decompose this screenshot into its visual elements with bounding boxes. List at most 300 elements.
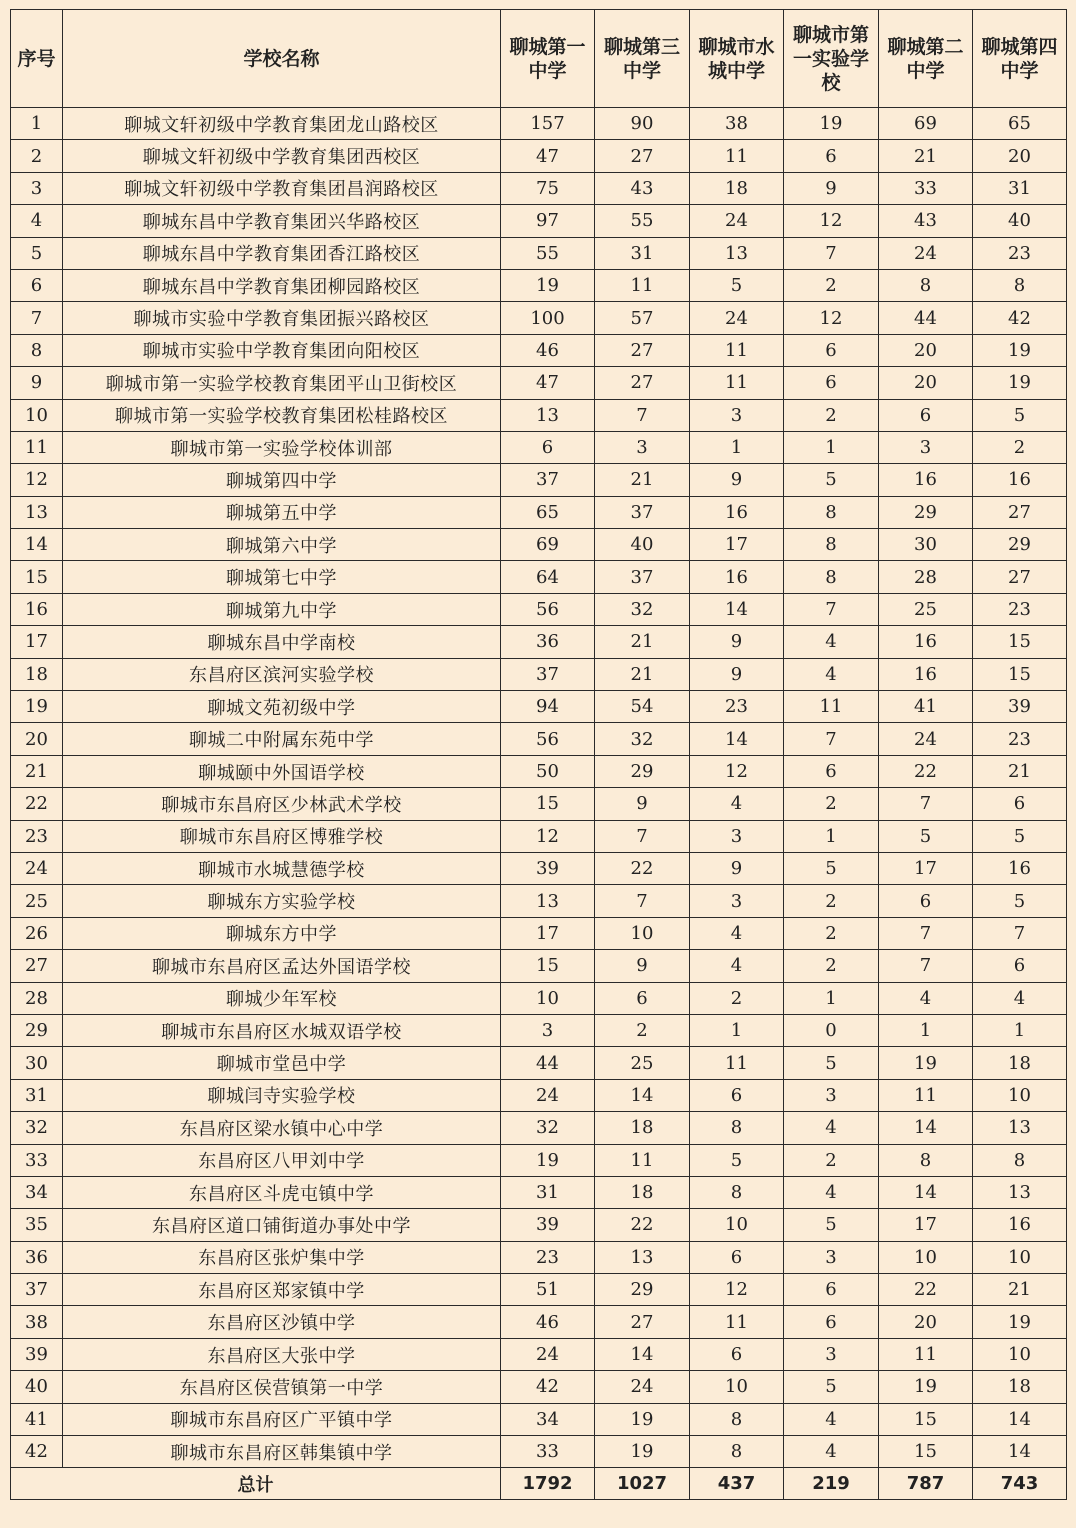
row-value-col-5: 29 (879, 496, 973, 528)
row-value-col-3: 11 (690, 1306, 784, 1338)
table-row (11, 1079, 1067, 1111)
row-value-col-6: 14 (973, 1436, 1067, 1468)
row-index: 26 (11, 917, 63, 949)
row-value-col-1: 37 (501, 464, 595, 496)
row-value-col-6: 16 (973, 464, 1067, 496)
row-value-col-6: 8 (973, 1144, 1067, 1176)
row-index: 21 (11, 755, 63, 787)
table-row (11, 691, 1067, 723)
row-value-col-1: 23 (501, 1241, 595, 1273)
row-value-col-6: 31 (973, 172, 1067, 204)
row-value-col-2: 27 (595, 140, 690, 172)
row-value-col-1: 94 (501, 691, 595, 723)
row-value-col-3: 8 (690, 1112, 784, 1144)
table-row (11, 561, 1067, 593)
row-value-col-1: 65 (501, 496, 595, 528)
row-value-col-3: 1 (690, 1014, 784, 1046)
row-index: 14 (11, 529, 63, 561)
row-value-col-2: 27 (595, 334, 690, 366)
row-value-col-2: 31 (595, 237, 690, 269)
row-value-col-3: 2 (690, 982, 784, 1014)
row-value-col-3: 24 (690, 302, 784, 334)
row-value-col-3: 18 (690, 172, 784, 204)
row-index: 36 (11, 1241, 63, 1273)
table-body (11, 108, 1067, 1468)
row-value-col-2: 18 (595, 1176, 690, 1208)
row-value-col-4: 2 (784, 399, 879, 431)
row-value-col-6: 19 (973, 367, 1067, 399)
row-value-col-1: 13 (501, 885, 595, 917)
table-row (11, 334, 1067, 366)
row-value-col-1: 44 (501, 1047, 595, 1079)
row-value-col-1: 19 (501, 269, 595, 301)
row-index: 34 (11, 1176, 63, 1208)
row-value-col-3: 3 (690, 820, 784, 852)
row-value-col-2: 32 (595, 723, 690, 755)
table-row (11, 108, 1067, 140)
row-index: 17 (11, 626, 63, 658)
row-value-col-5: 3 (879, 431, 973, 463)
row-value-col-4: 4 (784, 1112, 879, 1144)
row-school-name: 聊城第五中学 (63, 496, 501, 528)
row-school-name: 聊城东方实验学校 (63, 885, 501, 917)
row-value-col-6: 29 (973, 529, 1067, 561)
row-value-col-6: 16 (973, 1209, 1067, 1241)
row-value-col-3: 11 (690, 367, 784, 399)
row-value-col-3: 16 (690, 561, 784, 593)
row-value-col-2: 14 (595, 1079, 690, 1111)
row-index: 24 (11, 852, 63, 884)
row-school-name: 东昌府区斗虎屯镇中学 (63, 1176, 501, 1208)
row-value-col-4: 5 (784, 1209, 879, 1241)
row-value-col-6: 5 (973, 820, 1067, 852)
table-row (11, 1144, 1067, 1176)
row-index: 41 (11, 1403, 63, 1435)
row-school-name: 聊城市第一实验学校教育集团平山卫街校区 (63, 367, 501, 399)
row-value-col-4: 6 (784, 1274, 879, 1306)
row-school-name: 聊城东昌中学南校 (63, 626, 501, 658)
row-school-name: 聊城市实验中学教育集团振兴路校区 (63, 302, 501, 334)
row-value-col-6: 42 (973, 302, 1067, 334)
row-value-col-5: 16 (879, 658, 973, 690)
row-school-name: 聊城颐中外国语学校 (63, 755, 501, 787)
row-value-col-2: 3 (595, 431, 690, 463)
total-col-3: 437 (690, 1468, 784, 1500)
row-school-name: 东昌府区张炉集中学 (63, 1241, 501, 1273)
row-value-col-2: 22 (595, 1209, 690, 1241)
table-row (11, 1274, 1067, 1306)
row-value-col-1: 47 (501, 367, 595, 399)
row-value-col-2: 27 (595, 1306, 690, 1338)
row-value-col-5: 22 (879, 1274, 973, 1306)
row-value-col-5: 15 (879, 1436, 973, 1468)
row-school-name: 聊城市东昌府区水城双语学校 (63, 1014, 501, 1046)
row-index: 20 (11, 723, 63, 755)
table-row (11, 1209, 1067, 1241)
row-value-col-1: 50 (501, 755, 595, 787)
row-value-col-3: 13 (690, 237, 784, 269)
quota-table (10, 9, 1067, 1500)
row-school-name: 聊城东昌中学教育集团兴华路校区 (63, 205, 501, 237)
row-value-col-5: 21 (879, 140, 973, 172)
row-value-col-2: 7 (595, 820, 690, 852)
row-value-col-3: 12 (690, 755, 784, 787)
row-value-col-4: 2 (784, 269, 879, 301)
row-value-col-6: 16 (973, 852, 1067, 884)
total-col-2: 1027 (595, 1468, 690, 1500)
row-value-col-1: 100 (501, 302, 595, 334)
row-index: 16 (11, 593, 63, 625)
row-value-col-2: 27 (595, 367, 690, 399)
row-school-name: 聊城市水城慧德学校 (63, 852, 501, 884)
row-value-col-5: 33 (879, 172, 973, 204)
row-school-name: 聊城文轩初级中学教育集团西校区 (63, 140, 501, 172)
row-value-col-1: 46 (501, 1306, 595, 1338)
row-value-col-2: 21 (595, 658, 690, 690)
row-value-col-3: 10 (690, 1371, 784, 1403)
row-value-col-4: 6 (784, 334, 879, 366)
table-row (11, 1436, 1067, 1468)
row-value-col-4: 12 (784, 302, 879, 334)
row-value-col-6: 23 (973, 723, 1067, 755)
row-school-name: 聊城市实验中学教育集团向阳校区 (63, 334, 501, 366)
row-value-col-1: 39 (501, 852, 595, 884)
row-value-col-4: 4 (784, 1176, 879, 1208)
row-value-col-6: 10 (973, 1079, 1067, 1111)
row-value-col-6: 18 (973, 1047, 1067, 1079)
row-value-col-1: 24 (501, 1338, 595, 1370)
table-row (11, 1338, 1067, 1370)
row-value-col-3: 6 (690, 1241, 784, 1273)
row-value-col-4: 2 (784, 885, 879, 917)
row-value-col-2: 25 (595, 1047, 690, 1079)
header-col-2: 聊城第三中学 (595, 10, 690, 108)
row-value-col-1: 51 (501, 1274, 595, 1306)
row-value-col-4: 2 (784, 788, 879, 820)
row-value-col-4: 3 (784, 1241, 879, 1273)
table-row (11, 852, 1067, 884)
row-value-col-2: 55 (595, 205, 690, 237)
row-value-col-4: 5 (784, 464, 879, 496)
row-value-col-3: 8 (690, 1436, 784, 1468)
row-value-col-3: 14 (690, 593, 784, 625)
row-value-col-5: 25 (879, 593, 973, 625)
row-value-col-6: 15 (973, 658, 1067, 690)
row-index: 6 (11, 269, 63, 301)
row-school-name: 聊城第四中学 (63, 464, 501, 496)
row-school-name: 东昌府区郑家镇中学 (63, 1274, 501, 1306)
row-value-col-1: 55 (501, 237, 595, 269)
row-value-col-6: 23 (973, 237, 1067, 269)
table-row (11, 464, 1067, 496)
row-school-name: 东昌府区道口铺街道办事处中学 (63, 1209, 501, 1241)
row-index: 5 (11, 237, 63, 269)
row-value-col-1: 42 (501, 1371, 595, 1403)
row-value-col-4: 6 (784, 367, 879, 399)
row-value-col-4: 4 (784, 626, 879, 658)
row-value-col-1: 32 (501, 1112, 595, 1144)
row-value-col-5: 16 (879, 464, 973, 496)
row-value-col-4: 4 (784, 658, 879, 690)
row-value-col-1: 13 (501, 399, 595, 431)
row-school-name: 聊城文轩初级中学教育集团龙山路校区 (63, 108, 501, 140)
row-value-col-4: 6 (784, 1306, 879, 1338)
row-value-col-3: 6 (690, 1338, 784, 1370)
row-school-name: 聊城第七中学 (63, 561, 501, 593)
row-school-name: 聊城市东昌府区韩集镇中学 (63, 1436, 501, 1468)
table-row (11, 496, 1067, 528)
header-index: 序号 (11, 10, 63, 108)
table-row (11, 140, 1067, 172)
row-value-col-4: 5 (784, 852, 879, 884)
row-index: 1 (11, 108, 63, 140)
row-index: 39 (11, 1338, 63, 1370)
row-value-col-2: 11 (595, 1144, 690, 1176)
row-index: 25 (11, 885, 63, 917)
header-row (11, 10, 1067, 108)
row-value-col-5: 43 (879, 205, 973, 237)
row-value-col-3: 3 (690, 399, 784, 431)
row-value-col-2: 37 (595, 496, 690, 528)
total-col-1: 1792 (501, 1468, 595, 1500)
row-value-col-4: 5 (784, 1371, 879, 1403)
row-index: 11 (11, 431, 63, 463)
row-index: 35 (11, 1209, 63, 1241)
row-value-col-4: 11 (784, 691, 879, 723)
row-value-col-4: 1 (784, 820, 879, 852)
row-value-col-1: 24 (501, 1079, 595, 1111)
row-value-col-1: 56 (501, 723, 595, 755)
table-row (11, 593, 1067, 625)
row-value-col-3: 9 (690, 658, 784, 690)
row-school-name: 聊城文轩初级中学教育集团昌润路校区 (63, 172, 501, 204)
row-school-name: 东昌府区大张中学 (63, 1338, 501, 1370)
row-value-col-4: 0 (784, 1014, 879, 1046)
table-row (11, 172, 1067, 204)
row-value-col-3: 4 (690, 788, 784, 820)
row-value-col-5: 1 (879, 1014, 973, 1046)
row-value-col-3: 1 (690, 431, 784, 463)
row-value-col-1: 47 (501, 140, 595, 172)
row-value-col-2: 57 (595, 302, 690, 334)
row-value-col-6: 10 (973, 1338, 1067, 1370)
table-row (11, 788, 1067, 820)
row-value-col-3: 10 (690, 1209, 784, 1241)
row-school-name: 聊城东昌中学教育集团香江路校区 (63, 237, 501, 269)
row-value-col-2: 40 (595, 529, 690, 561)
row-value-col-5: 10 (879, 1241, 973, 1273)
table-row (11, 1047, 1067, 1079)
row-value-col-1: 31 (501, 1176, 595, 1208)
row-value-col-1: 15 (501, 788, 595, 820)
row-value-col-4: 2 (784, 1144, 879, 1176)
row-value-col-6: 23 (973, 593, 1067, 625)
row-value-col-6: 10 (973, 1241, 1067, 1273)
row-value-col-4: 3 (784, 1079, 879, 1111)
row-value-col-4: 6 (784, 755, 879, 787)
row-value-col-3: 11 (690, 1047, 784, 1079)
row-value-col-1: 12 (501, 820, 595, 852)
row-index: 40 (11, 1371, 63, 1403)
table-row (11, 917, 1067, 949)
row-index: 18 (11, 658, 63, 690)
row-index: 33 (11, 1144, 63, 1176)
table-row (11, 658, 1067, 690)
row-value-col-1: 3 (501, 1014, 595, 1046)
row-value-col-1: 36 (501, 626, 595, 658)
row-value-col-2: 37 (595, 561, 690, 593)
header-col-6: 聊城第四中学 (973, 10, 1067, 108)
row-school-name: 聊城市东昌府区博雅学校 (63, 820, 501, 852)
row-value-col-5: 69 (879, 108, 973, 140)
row-value-col-3: 5 (690, 1144, 784, 1176)
row-value-col-5: 7 (879, 917, 973, 949)
table-row (11, 1112, 1067, 1144)
row-value-col-4: 7 (784, 237, 879, 269)
table-row (11, 1176, 1067, 1208)
row-value-col-2: 29 (595, 755, 690, 787)
header-col-3: 聊城市水城中学 (690, 10, 784, 108)
row-value-col-1: 97 (501, 205, 595, 237)
row-index: 19 (11, 691, 63, 723)
row-value-col-5: 17 (879, 1209, 973, 1241)
row-index: 28 (11, 982, 63, 1014)
row-value-col-6: 7 (973, 917, 1067, 949)
row-value-col-5: 20 (879, 367, 973, 399)
row-school-name: 东昌府区沙镇中学 (63, 1306, 501, 1338)
row-value-col-6: 65 (973, 108, 1067, 140)
row-value-col-5: 17 (879, 852, 973, 884)
row-value-col-3: 11 (690, 334, 784, 366)
row-value-col-5: 8 (879, 269, 973, 301)
row-value-col-3: 8 (690, 1176, 784, 1208)
row-value-col-2: 22 (595, 852, 690, 884)
row-value-col-5: 16 (879, 626, 973, 658)
row-value-col-5: 6 (879, 885, 973, 917)
row-value-col-1: 17 (501, 917, 595, 949)
row-value-col-4: 2 (784, 950, 879, 982)
row-index: 23 (11, 820, 63, 852)
row-value-col-6: 5 (973, 399, 1067, 431)
row-value-col-5: 20 (879, 334, 973, 366)
row-value-col-5: 7 (879, 788, 973, 820)
row-index: 7 (11, 302, 63, 334)
table-row (11, 1241, 1067, 1273)
row-value-col-6: 19 (973, 1306, 1067, 1338)
row-value-col-2: 21 (595, 464, 690, 496)
row-value-col-4: 7 (784, 593, 879, 625)
row-value-col-5: 19 (879, 1371, 973, 1403)
table-row (11, 982, 1067, 1014)
row-value-col-2: 10 (595, 917, 690, 949)
row-value-col-5: 5 (879, 820, 973, 852)
row-index: 9 (11, 367, 63, 399)
row-value-col-5: 22 (879, 755, 973, 787)
row-school-name: 聊城二中附属东苑中学 (63, 723, 501, 755)
row-value-col-2: 43 (595, 172, 690, 204)
row-value-col-3: 6 (690, 1079, 784, 1111)
row-value-col-5: 8 (879, 1144, 973, 1176)
row-value-col-6: 13 (973, 1112, 1067, 1144)
header-col-4: 聊城市第一实验学校 (784, 10, 879, 108)
row-value-col-1: 37 (501, 658, 595, 690)
row-value-col-6: 21 (973, 1274, 1067, 1306)
row-index: 12 (11, 464, 63, 496)
row-school-name: 聊城闫寺实验学校 (63, 1079, 501, 1111)
header-col-1: 聊城第一中学 (501, 10, 595, 108)
row-value-col-3: 24 (690, 205, 784, 237)
total-col-5: 787 (879, 1468, 973, 1500)
row-value-col-5: 20 (879, 1306, 973, 1338)
row-school-name: 东昌府区梁水镇中心中学 (63, 1112, 501, 1144)
row-value-col-4: 19 (784, 108, 879, 140)
row-index: 31 (11, 1079, 63, 1111)
quota-table-sheet (10, 9, 1066, 1521)
row-value-col-6: 21 (973, 755, 1067, 787)
row-value-col-6: 19 (973, 334, 1067, 366)
row-value-col-4: 7 (784, 723, 879, 755)
row-index: 30 (11, 1047, 63, 1079)
row-index: 8 (11, 334, 63, 366)
row-value-col-5: 7 (879, 950, 973, 982)
row-value-col-2: 19 (595, 1403, 690, 1435)
row-index: 27 (11, 950, 63, 982)
row-school-name: 聊城市第一实验学校教育集团松桂路校区 (63, 399, 501, 431)
row-value-col-4: 8 (784, 561, 879, 593)
row-value-col-4: 6 (784, 140, 879, 172)
table-row (11, 529, 1067, 561)
row-value-col-2: 7 (595, 885, 690, 917)
row-value-col-6: 27 (973, 561, 1067, 593)
row-index: 42 (11, 1436, 63, 1468)
table-row (11, 302, 1067, 334)
row-value-col-3: 17 (690, 529, 784, 561)
row-value-col-2: 24 (595, 1371, 690, 1403)
row-value-col-2: 21 (595, 626, 690, 658)
row-value-col-4: 5 (784, 1047, 879, 1079)
row-index: 10 (11, 399, 63, 431)
row-value-col-3: 3 (690, 885, 784, 917)
row-value-col-2: 14 (595, 1338, 690, 1370)
row-school-name: 聊城市堂邑中学 (63, 1047, 501, 1079)
row-school-name: 聊城市东昌府区少林武术学校 (63, 788, 501, 820)
row-value-col-4: 8 (784, 529, 879, 561)
row-value-col-4: 12 (784, 205, 879, 237)
row-value-col-3: 5 (690, 269, 784, 301)
row-value-col-2: 11 (595, 269, 690, 301)
row-index: 38 (11, 1306, 63, 1338)
row-value-col-3: 9 (690, 852, 784, 884)
table-row (11, 626, 1067, 658)
row-value-col-3: 8 (690, 1403, 784, 1435)
table-row (11, 723, 1067, 755)
total-label: 总计 (11, 1468, 501, 1500)
row-value-col-5: 11 (879, 1079, 973, 1111)
row-value-col-1: 6 (501, 431, 595, 463)
row-value-col-6: 14 (973, 1403, 1067, 1435)
row-value-col-6: 8 (973, 269, 1067, 301)
row-value-col-2: 19 (595, 1436, 690, 1468)
total-row (11, 1468, 1067, 1500)
row-value-col-3: 4 (690, 950, 784, 982)
row-value-col-5: 44 (879, 302, 973, 334)
row-value-col-6: 5 (973, 885, 1067, 917)
row-index: 15 (11, 561, 63, 593)
row-value-col-6: 6 (973, 788, 1067, 820)
row-value-col-4: 1 (784, 431, 879, 463)
row-value-col-6: 13 (973, 1176, 1067, 1208)
table-row (11, 367, 1067, 399)
